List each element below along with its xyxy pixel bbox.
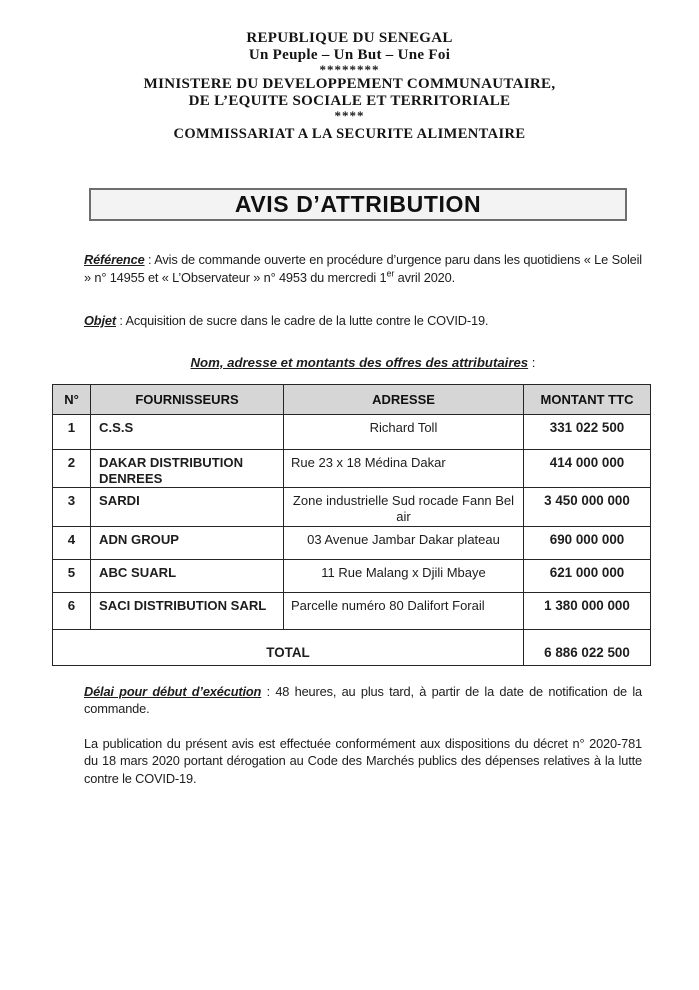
stars-separator-1: ******** <box>319 62 380 77</box>
ministry-line-1: MINISTERE DU DEVELOPPEMENT COMMUNAUTAIRE, <box>143 76 556 92</box>
col-header-num: N° <box>53 384 91 414</box>
montant-cell: 3 450 000 000 <box>524 487 651 526</box>
objet-paragraph <box>84 312 642 330</box>
delai-text: 48 heures, au plus tard, à partir de la date de notification de la commande. <box>84 683 643 716</box>
delai-paragraph <box>84 683 642 718</box>
delai-label: Délai pour début d’exécution <box>84 683 262 699</box>
col-header-montant: MONTANT TTC <box>524 384 651 414</box>
offers-table <box>52 384 651 666</box>
adresse-cell: 11 Rue Malang x Djili Mbaye <box>284 559 524 592</box>
reference-text: Avis de commande ouverte en procédure d’urgence paru dans les quotidiens « Le Soleil » n° 14955 et « L’Observateur » n° 4953 du mercredi 1 <box>84 252 643 285</box>
republic-line: REPUBLIQUE DU SENEGAL <box>246 30 453 46</box>
reference-text-end: avril 2020. <box>394 269 456 285</box>
total-label-cell: TOTAL <box>53 629 524 665</box>
montant-cell: 1 380 000 000 <box>524 592 651 629</box>
table-heading-text: Nom, adresse et montants des offres des attributaires <box>190 354 529 370</box>
montant-cell: 621 000 000 <box>524 559 651 592</box>
fournisseur-cell: DAKAR DISTRIBUTION DENREES <box>91 449 284 487</box>
row-number: 4 <box>53 526 91 559</box>
row-number: 5 <box>53 559 91 592</box>
adresse-cell: Rue 23 x 18 Médina Dakar <box>284 449 524 487</box>
notice-title-box <box>89 188 627 221</box>
document-body <box>0 251 699 787</box>
commissariat-line: COMMISSARIAT A LA SECURITE ALIMENTAIRE <box>173 126 526 142</box>
table-row <box>53 414 651 449</box>
total-amount-cell: 6 886 022 500 <box>524 629 651 665</box>
notice-title: AVIS D’ATTRIBUTION <box>234 191 482 217</box>
fournisseur-cell: SACI DISTRIBUTION SARL <box>91 592 284 629</box>
table-heading-colon: : <box>528 354 536 370</box>
fournisseur-cell: ADN GROUP <box>91 526 284 559</box>
table-row <box>53 449 651 487</box>
table-row <box>53 592 651 629</box>
adresse-cell: Parcelle numéro 80 Dalifort Forail <box>284 592 524 629</box>
adresse-cell: Zone industrielle Sud rocade Fann Bel air <box>284 487 524 526</box>
table-row <box>53 526 651 559</box>
reference-superscript: er <box>386 268 395 279</box>
ministry-line-2: DE L’EQUITE SOCIALE ET TERRITORIALE <box>188 92 511 109</box>
col-header-fournisseurs: FOURNISSEURS <box>91 384 284 414</box>
row-number: 2 <box>53 449 91 487</box>
reference-paragraph <box>84 251 642 286</box>
objet-text: Acquisition de sucre dans le cadre de la lutte contre le COVID-19. <box>125 313 489 328</box>
objet-label: Objet <box>84 313 116 328</box>
fournisseur-cell: ABC SUARL <box>91 559 284 592</box>
montant-cell: 690 000 000 <box>524 526 651 559</box>
table-header-row <box>53 384 651 414</box>
adresse-cell: 03 Avenue Jambar Dakar plateau <box>284 526 524 559</box>
stars-separator-2: **** <box>334 108 365 123</box>
objet-separator: : <box>115 313 126 328</box>
table-row <box>53 487 651 526</box>
reference-label: Référence <box>84 252 145 267</box>
montant-cell: 414 000 000 <box>524 449 651 487</box>
letterhead <box>0 0 699 142</box>
delai-separator: : <box>261 683 276 699</box>
reference-separator: : <box>144 252 155 267</box>
fournisseur-cell: SARDI <box>91 487 284 526</box>
row-number: 6 <box>53 592 91 629</box>
table-total-row <box>53 629 651 665</box>
publication-paragraph: La publication du présent avis est effectuée conformément aux dispositions du décret n° 2020-781 du 18 mars 2020 portant dérogation au Code des Marchés publics des dépenses relatives à la lutte contre le COVID-19. <box>84 735 642 786</box>
montant-cell: 331 022 500 <box>524 414 651 449</box>
fournisseur-cell: C.S.S <box>91 414 284 449</box>
motto-line: Un Peuple – Un But – Une Foi <box>248 46 451 63</box>
row-number: 3 <box>53 487 91 526</box>
row-number: 1 <box>53 414 91 449</box>
table-row <box>53 559 651 592</box>
col-header-adresse: ADRESSE <box>284 384 524 414</box>
adresse-cell: Richard Toll <box>284 414 524 449</box>
table-heading <box>84 355 642 370</box>
